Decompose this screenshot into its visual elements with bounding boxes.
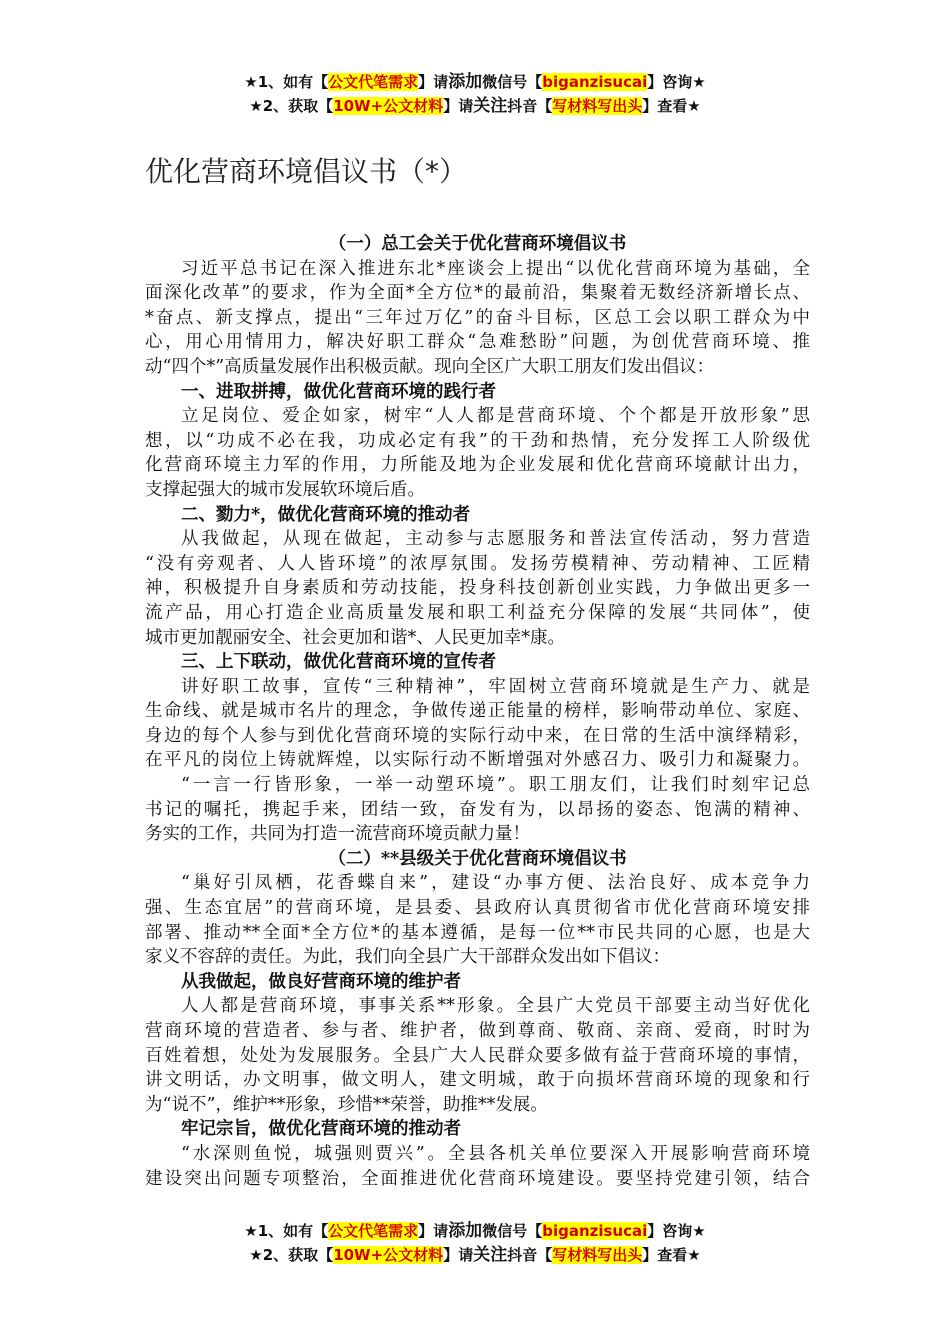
- promo-text: 】查看★: [642, 97, 701, 115]
- paragraph-line: 心，用心用情用力，解决好职工群众“急难愁盼”问题，为创优营商环境、推: [145, 332, 810, 353]
- paragraph-line: 讲文明话，办文明事，做文明人，建文明城，敢于向损坏营商环境的现象和行: [145, 1070, 810, 1091]
- promo-wechat-id: biganzisucai: [542, 1222, 648, 1240]
- paragraph-line: 流产品，用心打造企业高质量发展和职工利益充分保障的发展“共同体”，使: [145, 602, 810, 623]
- paragraph-line: “巢好引凤栖，花香蝶自来”，建设“办事方便、法治良好、成本竞争力: [181, 873, 810, 894]
- promo-text: 】请: [443, 97, 474, 115]
- promo-highlight: 公文代笔需求: [328, 73, 419, 91]
- subheading: 一、进取拼搏，做优化营商环境的践行者: [181, 381, 496, 402]
- paragraph-line: 想，以“功成不必在我，功成必定有我”的干劲和热情，充分发挥工人阶级优: [145, 430, 810, 451]
- promo-text: 】咨询★: [647, 1222, 706, 1240]
- paragraph-line: “一言一行皆形象，一举一动塑环境”。职工朋友们，让我们时刻牢记总: [181, 775, 810, 796]
- promo-text: 】查看★: [642, 1246, 701, 1264]
- paragraph-line: 家义不容辞的责任。为此，我们向全县广大干部群众发出如下倡议：: [145, 947, 670, 968]
- paragraph-line: 生命线、就是城市名片的理念，争做传递正能量的榜样，影响带动单位、家庭、: [145, 701, 810, 722]
- promo-text: 关注: [473, 96, 508, 116]
- paragraph-line: “没有旁观者、人人皆环境”的浓厚氛围。发扬劳模精神、劳动精神、工匠精: [145, 553, 810, 574]
- document-title: 优化营商环境倡议书（*）: [145, 155, 468, 188]
- promo-text: 抖音【: [507, 1246, 553, 1264]
- paragraph-line: 动“四个*”高质量发展作出积极贡献。现向全区广大职工朋友们发出倡议：: [145, 356, 715, 377]
- promo-line-2: [0, 94, 950, 118]
- paragraph-line: “水深则鱼悦，城强则贾兴”。全县各机关单位要深入开展影响营商环境: [181, 1143, 810, 1164]
- promo-text: 抖音【: [507, 97, 553, 115]
- promo-text: ★1、如有【: [244, 1222, 329, 1240]
- paragraph-line: 建设突出问题专项整治，全面推进优化营商环境建设。要坚持党建引领，结合: [145, 1168, 810, 1189]
- section-heading: （二）**县级关于优化营商环境倡议书: [328, 848, 627, 869]
- paragraph-line: 营商环境的营造者、参与者、维护者，做到尊商、敬商、亲商、爱商，时时为: [145, 1021, 810, 1041]
- paragraph-line: 从我做起，从现在做起，主动参与志愿服务和普法宣传活动，努力营造: [181, 529, 810, 550]
- promo-text: 关注: [473, 1245, 508, 1265]
- paragraph-line: 书记的嘱托，携起手来，团结一致，奋发有为，以昂扬的姿态、饱满的精神、: [145, 799, 810, 820]
- promo-highlight: 10W+公文材料: [333, 97, 444, 115]
- promo-text: 添加: [448, 1221, 483, 1241]
- promo-text: ★2、获取【: [249, 1246, 334, 1264]
- promo-header: [0, 70, 950, 118]
- paragraph-line: 神，积极提升自身素质和劳动技能，投身科技创新创业实践，力争做出更多一: [145, 578, 810, 599]
- promo-wechat-id: biganzisucai: [542, 73, 648, 91]
- promo-douyin-id: 写材料写出头: [552, 1246, 643, 1264]
- paragraph-line: 面深化改革”的要求，作为全面*全方位*的最前沿，集聚着无数经济新增长点、: [145, 283, 810, 304]
- paragraph-line: 务实的工作，共同为打造一流营商环境贡献力量！: [145, 824, 530, 845]
- promo-douyin-id: 写材料写出头: [552, 97, 643, 115]
- paragraph-line: *奋点、新支撑点，提出“三年过万亿”的奋斗目标，区总工会以职工群众为中: [145, 307, 810, 328]
- promo-line-2: [0, 1243, 950, 1267]
- paragraph-line: 为“说不”，维护**形象，珍惜**荣誉，助推**发展。: [145, 1094, 548, 1115]
- promo-text: ★2、获取【: [249, 97, 334, 115]
- subheading: 牢记宗旨，做优化营商环境的推动者: [181, 1119, 461, 1140]
- paragraph-line: 在平凡的岗位上铸就辉煌，以实际行动不断增强对外感召力、吸引力和凝聚力。: [145, 750, 810, 771]
- promo-text: 】请: [443, 1246, 474, 1264]
- paragraph-line: 百姓着想，处处为发展服务。全县广大人民群众要多做有益于营商环境的事情，: [145, 1045, 810, 1066]
- document-body: [145, 232, 810, 1191]
- paragraph-line: 习近平总书记在深入推进东北*座谈会上提出“以优化营商环境为基础，全: [181, 258, 810, 279]
- promo-text: 】请: [418, 73, 449, 91]
- promo-highlight: 公文代笔需求: [328, 1222, 419, 1240]
- paragraph-line: 城市更加靓丽安全、社会更加和谐*、人民更加幸*康。: [145, 627, 565, 648]
- promo-text: 微信号【: [482, 73, 543, 91]
- promo-text: 】请: [418, 1222, 449, 1240]
- paragraph-line: 讲好职工故事，宣传“三种精神”，牢固树立营商环境就是生产力、就是: [181, 676, 810, 697]
- promo-footer: [0, 1219, 950, 1267]
- paragraph-line: 部署、推动**全面*全方位*的基本遵循，是每一位**市民共同的心愿，也是大: [145, 922, 810, 943]
- paragraph-line: 身边的每个人参与到优化营商环境的实际行动中来，在日常的生活中演绎精彩，: [145, 725, 810, 746]
- promo-text: 微信号【: [482, 1222, 543, 1240]
- subheading: 二、勠力*，做优化营商环境的推动者: [181, 504, 471, 525]
- paragraph-line: 化营商环境主力军的作用，力所能及地为企业发展和优化营商环境献计出力，: [145, 455, 810, 476]
- paragraph-line: 人人都是营商环境，事事关系**形象。全县广大党员干部要主动当好优化: [181, 996, 810, 1017]
- subheading: 从我做起，做良好营商环境的维护者: [181, 971, 461, 992]
- promo-text: ★1、如有【: [244, 73, 329, 91]
- paragraph-line: 立足岗位、爱企如家，树牢“人人都是营商环境、个个都是开放形象”思: [181, 406, 810, 427]
- subheading: 三、上下联动，做优化营商环境的宣传者: [181, 652, 496, 673]
- promo-highlight: 10W+公文材料: [333, 1246, 444, 1264]
- promo-line-1: [0, 1219, 950, 1243]
- section-heading: （一）总工会关于优化营商环境倡议书: [328, 234, 627, 254]
- promo-text: 】咨询★: [647, 73, 706, 91]
- promo-text: 添加: [448, 72, 483, 92]
- paragraph-line: 支撑起强大的城市发展软环境后盾。: [145, 479, 425, 500]
- paragraph-line: 强、生态宜居”的营商环境，是县委、县政府认真贯彻省市优化营商环境安排: [145, 898, 810, 919]
- promo-line-1: [0, 70, 950, 94]
